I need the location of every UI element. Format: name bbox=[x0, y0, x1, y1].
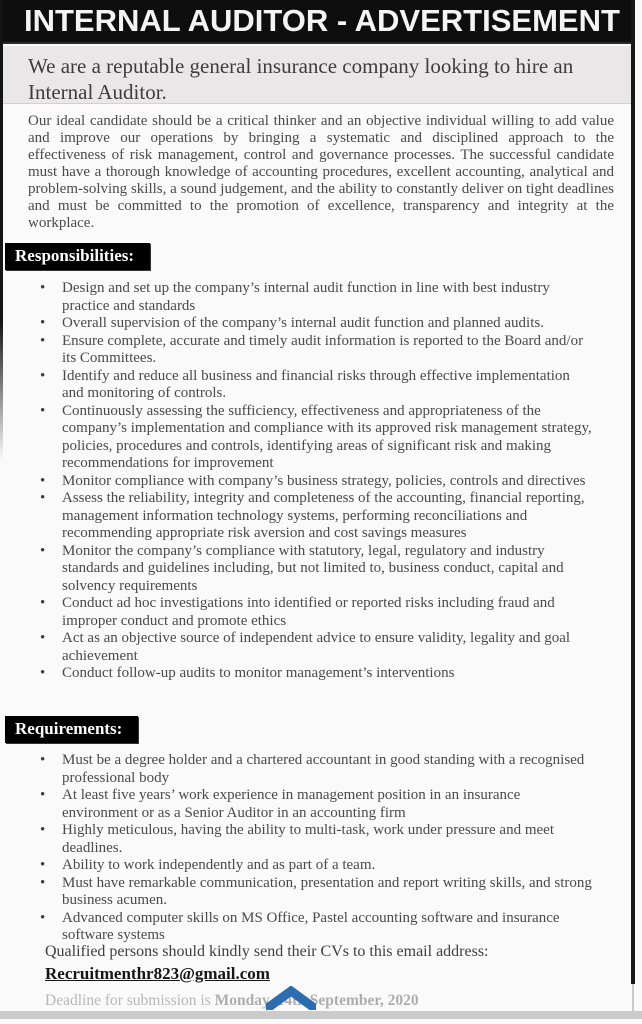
deadline-date: Monday, 14th September, 2020 bbox=[214, 992, 419, 1009]
list-item: • Highly meticulous, having the ability to multi-task, work under pressure and meet deadlines. bbox=[40, 822, 595, 857]
list-item: • Advanced computer skills on MS Office, Pastel accounting software and insurance software systems bbox=[40, 910, 595, 945]
intro-box bbox=[2, 46, 635, 104]
page-right-edge-shadow bbox=[632, 984, 634, 1014]
application-instructions bbox=[45, 942, 605, 984]
list-item: • Overall supervision of the company’s internal audit function and planned audits. bbox=[40, 315, 595, 333]
deadline-prefix: Deadline for submission is bbox=[45, 992, 215, 1009]
application-email-link[interactable]: Recruitmenthr823@gmail.com bbox=[45, 964, 270, 983]
page-left-edge-shadow bbox=[0, 0, 3, 460]
list-item: • Assess the reliability, integrity and completeness of the accounting, financial reporting, management information technology systems, performing reconciliations and recommending appropriate risk aversion and cost savings measures bbox=[40, 490, 595, 543]
list-item: • Continuously assessing the sufficiency, effectiveness and appropriateness of the company’s implementation and compliance with its approved risk management strategy, policies, procedures and controls, identifying areas of significant risk and making recommendations for improvement bbox=[40, 403, 595, 473]
list-item: • Monitor the company’s compliance with statutory, legal, regulatory and industry standards and guidelines including, but not limited to, business conduct, capital and solvency requirements bbox=[40, 543, 595, 596]
candidate-profile-paragraph: Our ideal candidate should be a critical thinker and an objective individual willing to add value and improve our operations by bringing a systematic and disciplined approach to the effectiveness of risk management, control and governance processes. The successful candidate must have a thorough knowledge of accounting procedures, excellent accounting, analytical and problem-solving skills, a sound judgement, and the ability to constantly deliver on tight deadlines and must be committed to the promotion of excellence, transparency and integrity at the workplace. bbox=[28, 113, 614, 231]
intro-box-text: We are a reputable general insurance company looking to hire an Internal Auditor. bbox=[28, 54, 574, 104]
chevron-up-icon bbox=[266, 986, 316, 1010]
cv-instruction-text: Qualified persons should kindly send their CVs to this email address: bbox=[45, 943, 489, 960]
responsibilities-list bbox=[40, 280, 595, 683]
title-bar bbox=[0, 0, 635, 44]
list-item: • Conduct ad hoc investigations into identified or reported risks including fraud and improper conduct and promote ethics bbox=[40, 595, 595, 630]
page-bottom-edge bbox=[0, 1011, 642, 1019]
responsibilities-heading: Responsibilities: bbox=[5, 243, 150, 270]
page-title: INTERNAL AUDITOR - ADVERTISEMENT bbox=[24, 3, 620, 38]
list-item: • Must be a degree holder and a chartered accountant in good standing with a recognised professional body bbox=[40, 752, 595, 787]
list-item: • Ensure complete, accurate and timely audit information is reported to the Board and/or its Committees. bbox=[40, 333, 595, 368]
list-item: • Design and set up the company’s internal audit function in line with best industry practice and standards bbox=[40, 280, 595, 315]
deadline-text bbox=[45, 992, 605, 1010]
list-item: • Must have remarkable communication, presentation and report writing skills, and strong business acumen. bbox=[40, 875, 595, 910]
list-item: • Ability to work independently and as part of a team. bbox=[40, 857, 595, 875]
list-item: • Monitor compliance with company’s business strategy, policies, controls and directives bbox=[40, 473, 595, 491]
list-item: • At least five years’ work experience in management position in an insurance environment or as a Senior Auditor in an accounting firm bbox=[40, 787, 595, 822]
list-item: • Act as an objective source of independent advice to ensure validity, legality and goal achievement bbox=[40, 630, 595, 665]
page-right-border bbox=[631, 0, 635, 984]
requirements-heading: Requirements: bbox=[5, 716, 138, 743]
list-item: • Identify and reduce all business and financial risks through effective implementation and monitoring of controls. bbox=[40, 368, 595, 403]
requirements-list bbox=[40, 752, 595, 945]
list-item: • Conduct follow-up audits to monitor management’s interventions bbox=[40, 665, 595, 683]
